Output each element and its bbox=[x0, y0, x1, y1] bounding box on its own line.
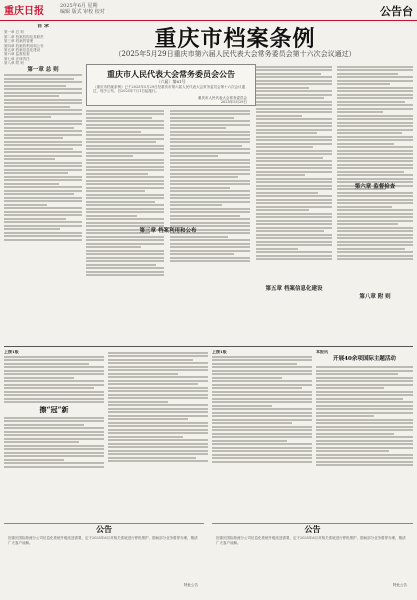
masthead-date: 2025年6月 星期 bbox=[60, 3, 98, 9]
byline-tag: 本报讯 bbox=[316, 350, 328, 354]
column-4 bbox=[256, 64, 332, 342]
column-2 bbox=[86, 108, 164, 340]
toc-title: 目 录 bbox=[37, 24, 49, 29]
section-tag: 公告台 bbox=[380, 5, 413, 18]
lower-column-4 bbox=[316, 350, 413, 518]
chapter-heading: 第一章 总 则 bbox=[27, 66, 59, 73]
toc-item: 第一章 总 则 bbox=[4, 30, 24, 35]
newspaper-logo: 重庆日报 bbox=[4, 6, 44, 17]
masthead-editors: 编辑 版式 审校 校对 bbox=[60, 9, 105, 15]
lower-column-3 bbox=[212, 350, 312, 518]
toc-item: 第八章 附 则 bbox=[4, 61, 24, 66]
toc-item: 第四章 档案的利用和公布 bbox=[4, 43, 44, 48]
public-notice-title: 公告 bbox=[304, 524, 321, 534]
toc-item: 第七章 法律责任 bbox=[4, 56, 30, 61]
notice-sign-org: 重庆市人民代表大会常务委员会 bbox=[198, 96, 247, 100]
toc-item: 第三章 档案的管理 bbox=[4, 39, 34, 44]
notice-sign-date: 2025年5月29日 bbox=[220, 100, 247, 104]
toc-item: 第五章 档案信息化建设 bbox=[4, 48, 41, 53]
standing-committee-notice bbox=[86, 64, 256, 106]
masthead-meta bbox=[60, 3, 105, 15]
toc-item: 第二章 档案机构及其职责 bbox=[4, 34, 44, 39]
left-column bbox=[4, 24, 82, 342]
notice-title: 重庆市人民代表大会常务委员会公告 bbox=[107, 69, 235, 79]
public-notice-body: 因重庆国际物流分公司信息化系统升级改造需要，定于2025年6月对相关系统进行停机维护，期间部分业务暂停办理，敬请广大客户谅解。 bbox=[8, 536, 198, 545]
page-subhead: （2025年5月29日重庆市第六届人民代表大会常务委员会第十六次会议通过） bbox=[114, 50, 356, 58]
chapter-5-heading: 第五章 档案信息化建设 bbox=[265, 286, 323, 292]
public-notice-sign: 特此公告 bbox=[393, 583, 407, 587]
continued-tag: 上接1版 bbox=[212, 350, 227, 354]
public-notice-title: 公告 bbox=[96, 524, 112, 534]
page-headline: 重庆市档案条例 bbox=[154, 26, 316, 52]
notice-body: 《重庆市档案条例》已于2025年5月29日经重庆市第六届人民代表大会常务委员会第十六次会议通过，现予公布，自2025年7月1日起施行。 bbox=[93, 85, 246, 93]
public-notice-left bbox=[4, 523, 204, 594]
notice-signature bbox=[198, 96, 247, 104]
right-article-title: 开展40余项国际主题活动 bbox=[333, 356, 396, 363]
article-title: 擦“冠”新 bbox=[39, 404, 69, 414]
masthead bbox=[0, 0, 417, 21]
lower-column-2 bbox=[108, 350, 208, 518]
continued-tag: 上接1版 bbox=[4, 350, 19, 354]
chapter-8-heading: 第八章 附 则 bbox=[359, 294, 391, 300]
toc-item: 第六章 监督检查 bbox=[4, 52, 30, 57]
section-divider bbox=[4, 346, 413, 347]
public-notice-body: 因重庆国际物流分公司信息化系统升级改造需要，定于2025年6月对相关系统进行停机维护，期间部分业务暂停办理，敬请广大客户谅解。 bbox=[216, 536, 406, 545]
chapter-3-heading: 第三章 档案利用和公布 bbox=[139, 228, 197, 234]
column-5 bbox=[337, 64, 413, 342]
column-3 bbox=[170, 108, 250, 340]
chapter-6-heading: 第六章 监督检查 bbox=[354, 184, 396, 190]
lower-column-1 bbox=[4, 350, 104, 518]
public-notice-right bbox=[212, 523, 413, 594]
public-notice-sign: 特此公告 bbox=[184, 583, 198, 587]
notice-number: 〔六届〕第61号 bbox=[156, 79, 186, 84]
